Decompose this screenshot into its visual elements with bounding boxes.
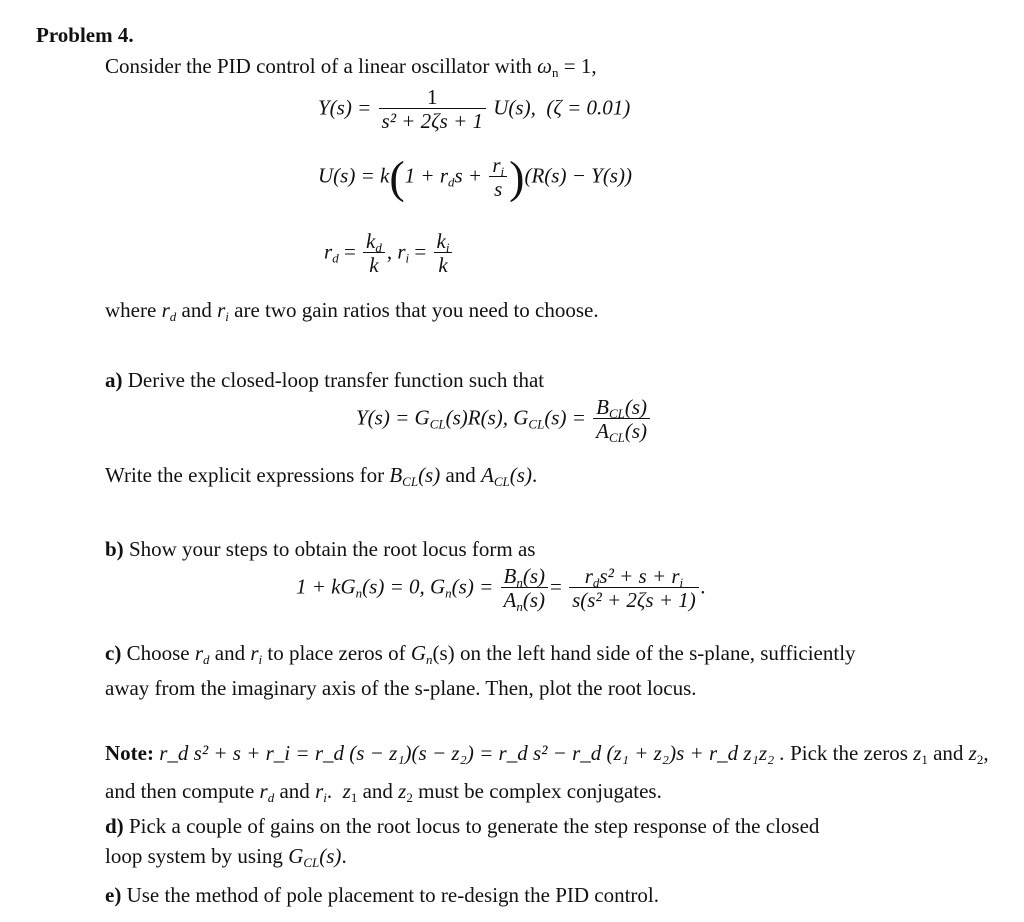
part-b-prompt: b) Show your steps to obtain the root locus form as — [105, 537, 536, 561]
equation-y: Y(s) = $\frac{1}{\text{s² + 2ζs + 1}}$ U(s), (ζ = 0.01) — [318, 85, 631, 133]
part-e-label: e) — [105, 883, 122, 907]
fraction-plant: $\frac{1}{\text{s² + 2ζs + 1}}$ — [379, 86, 486, 133]
intro-text: Consider the PID control of a linear oscillator with — [105, 54, 532, 78]
note-line2: and then compute $r_d$ and $r_i$. $z_1$ and $z_2$ must be complex conjugates. — [105, 779, 662, 805]
fraction-kd-k: $\frac{k_d}{k}$ — [363, 230, 385, 277]
problem-heading: Problem 4. — [36, 23, 134, 47]
part-c-label: c) — [105, 641, 122, 665]
part-a-label: a) — [105, 368, 123, 392]
part-c-line1: c) Choose $r_d$ and $r_i$ to place zeros of $G_n(s)$ on the left hand side of the s-plane, sufficiently — [105, 641, 856, 667]
equation-gain-ratios: $r_d$ = $\frac{k_d}{k}$ , $r_i$ = $\frac{k_i}{k}$ — [324, 230, 454, 277]
fraction-root-locus: $\frac{r_ds^2 + s + r_i}{\text{s(s² + 2ζs + 1)}}$ — [569, 565, 699, 612]
part-d-line2: loop system by using $G_{CL}(s)$. — [105, 844, 347, 870]
note-label: Note: — [105, 741, 154, 765]
fraction-ri-s: $\frac{r_i}{s}$ — [489, 154, 507, 201]
fraction-bn-an: $\frac{B_n(s)}{A_n(s)}$ — [501, 565, 549, 612]
note-line1: Note: r_d s² + s + r_i = r_d (s − z₁)(s − z₂) = r_d s² − r_d (z₁ + z₂)s + r_d z₁z₂ . Pick the zeros $z_1$ and $z_2$, — [105, 741, 989, 767]
intro-line: Consider the PID control of a linear oscillator with $\omega_n = 1$, — [105, 54, 597, 80]
part-e-line: e) Use the method of pole placement to re-design the PID control. — [105, 883, 660, 907]
fraction-bcl-acl: $\frac{B_{CL}(s)}{A_{CL}(s)}$ — [593, 396, 650, 443]
omega-value: = 1, — [563, 54, 597, 78]
omega-symbol: ω — [537, 54, 552, 78]
part-a-equation: $Y(s) = G_{CL}(s)R(s)$, $G_{CL}(s)$ = $\frac{B_{CL}(s)}{A_{CL}(s)}$ — [356, 396, 652, 443]
part-d-line1: d) Pick a couple of gains on the root locus to generate the step response of the closed — [105, 814, 820, 838]
part-b-label: b) — [105, 537, 124, 561]
equation-u: $U(s) = k(1 + r_ds$ + $\frac{r_i}{s}$ )(R(s) − Y(s)) — [318, 151, 632, 203]
part-c-line2: away from the imaginary axis of the s-plane. Then, plot the root locus. — [105, 676, 697, 700]
part-b-equation: $1 + kG_n(s) = 0$, $G_n(s)$ = $\frac{B_n(s)}{A_n(s)}$ = $\frac{r_ds^2 + s + r_i}{\text{s(s² + 2ζs + 1)}}$ . — [296, 564, 707, 614]
fraction-ki-k: $\frac{k_i}{k}$ — [434, 230, 453, 277]
part-a-write-line: Write the explicit expressions for $B_{CL}(s)$ and $A_{CL}(s)$. — [105, 463, 538, 489]
part-a-prompt: a) Derive the closed-loop transfer function such that — [105, 368, 545, 392]
part-d-label: d) — [105, 814, 124, 838]
where-line: where $r_d$ and $r_i$ are two gain ratios that you need to choose. — [105, 298, 599, 324]
note-equation: r_d s² + s + r_i = r_d (s − z₁)(s − z₂) = r_d s² − r_d (z₁ + z₂)s + r_d z₁z₂ . — [159, 741, 785, 765]
